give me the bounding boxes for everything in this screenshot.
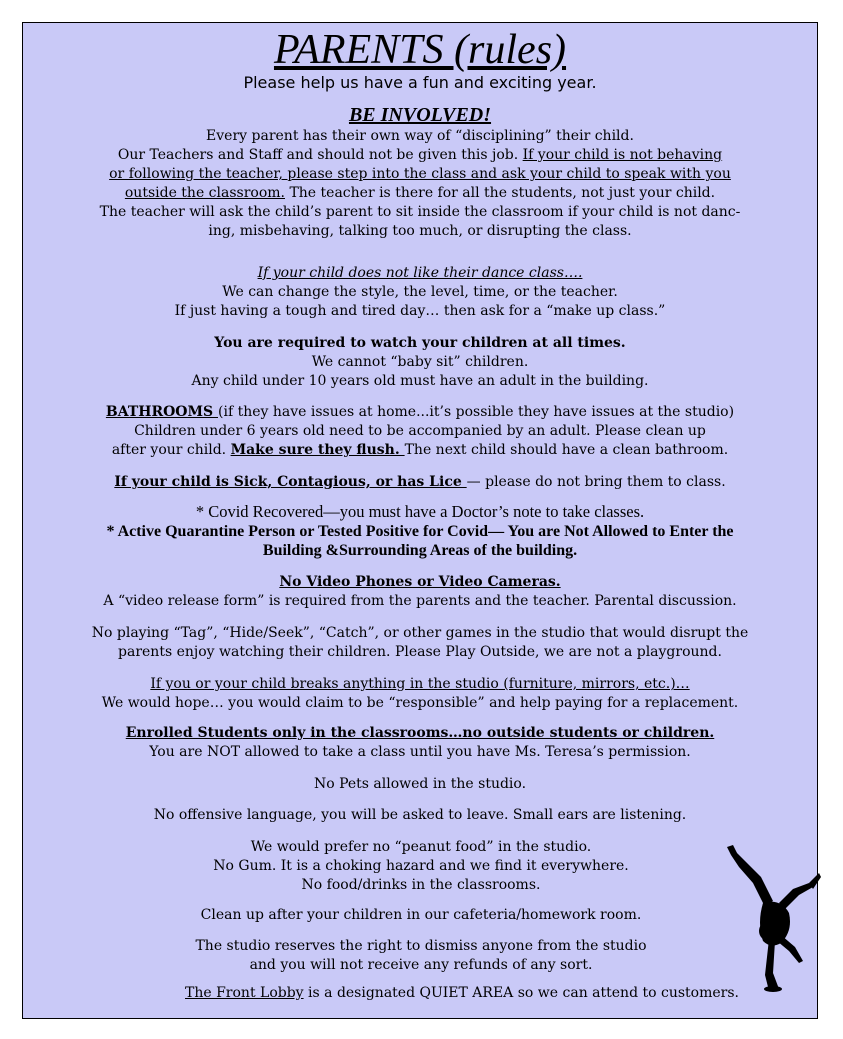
video-heading: No Video Phones or Video Cameras.: [279, 574, 561, 590]
food-line-2: No Gum. It is a choking hazard and we find it everywhere.: [213, 858, 629, 874]
page-title: PARENTS (rules): [273, 27, 567, 73]
covid-line-1: * Covid Recovered—you must have a Doctor’s note to take classes.: [195, 502, 645, 521]
dismiss-line-2: and you will not receive any refunds of any sort.: [249, 957, 593, 973]
dislike-heading: If your child does not like their dance class….: [257, 265, 583, 281]
pets-section: [25, 775, 815, 794]
dislike-section: [25, 264, 815, 321]
bathrooms-heading: [25, 403, 815, 422]
involved-line-2-underlined: If your child is not behaving: [522, 147, 723, 163]
dismiss-section: [25, 937, 657, 975]
involved-line-2: [25, 146, 815, 165]
dancer-silhouette: [723, 843, 823, 993]
breaks-line-1: We would hope… you would claim to be “responsible” and help paying for a replacement.: [101, 695, 739, 711]
language-section: [25, 806, 815, 825]
games-line-1: No playing “Tag”, “Hide/Seek”, “Catch”, or other games in the studio that would disrupt the: [91, 625, 749, 641]
sick-label: If your child is Sick, Contagious, or has Lice: [114, 474, 467, 490]
enrolled-heading: Enrolled Students only in the classrooms…no outside students or children.: [125, 725, 715, 741]
bathrooms-note: (if they have issues at home...it’s possible they have issues at the studio): [218, 404, 735, 420]
lobby-line: [25, 984, 739, 1003]
involved-line-4: [25, 184, 815, 203]
cleanup-line: Clean up after your children in our cafeteria/homework room.: [200, 907, 642, 923]
subtitle: Please help us have a fun and exciting year.: [243, 73, 597, 92]
watch-line-2: Any child under 10 years old must have an adult in the building.: [191, 373, 649, 389]
video-section: [25, 573, 815, 611]
sick-line: [25, 473, 815, 492]
games-section: [25, 624, 815, 662]
breaks-section: [25, 675, 815, 713]
enrolled-line-1: You are NOT allowed to take a class until you have Ms. Teresa’s permission.: [149, 744, 691, 760]
pets-line: No Pets allowed in the studio.: [313, 776, 527, 792]
lobby-label: The Front Lobby: [185, 985, 304, 1001]
involved-line-3: or following the teacher, please step into the class and ask your child to speak with you: [109, 166, 731, 182]
bathrooms-line-2: [25, 441, 815, 460]
language-line: No offensive language, you will be asked to leave. Small ears are listening.: [153, 807, 687, 823]
food-line-3: No food/drinks in the classrooms.: [301, 877, 541, 893]
dismiss-line-1: The studio reserves the right to dismiss anyone from the studio: [195, 938, 647, 954]
food-section: [25, 838, 657, 895]
watch-line-1: We cannot “baby sit” children.: [311, 354, 529, 370]
bathrooms-line-1: Children under 6 years old need to be accompanied by an adult. Please clean up: [134, 423, 706, 439]
involved-line-4-text: The teacher is there for all the students, not just your child.: [285, 185, 716, 201]
cleanup-section: [25, 906, 657, 925]
dislike-line-1: We can change the style, the level, time, or the teacher.: [222, 284, 618, 300]
involved-section: [25, 104, 815, 241]
rules-flyer: [22, 22, 818, 1019]
lobby-section: [25, 984, 739, 1003]
lobby-rest: is a designated QUIET AREA so we can attend to customers.: [303, 985, 739, 1001]
covid-section: [25, 502, 815, 561]
covid-line-2: * Active Quarantine Person or Tested Positive for Covid— You are Not Allowed to Enter the: [106, 522, 734, 540]
covid-line-3: Building &Surrounding Areas of the building.: [262, 542, 578, 559]
video-line-1: A “video release form” is required from the parents and the teacher. Parental discussion.: [103, 593, 737, 609]
games-line-2: parents enjoy watching their children. Please Play Outside, we are not a playground.: [118, 644, 722, 660]
bathrooms-line-2c: The next child should have a clean bathroom.: [404, 442, 729, 458]
breaks-heading: If you or your child breaks anything in the studio (furniture, mirrors, etc.)…: [150, 676, 690, 692]
bathrooms-line-2a: after your child.: [111, 442, 231, 458]
dislike-line-2: If just having a tough and tired day… then ask for a “make up class.”: [174, 303, 666, 319]
involved-line-4-underlined: outside the classroom.: [124, 185, 285, 201]
watch-heading: You are required to watch your children at all times.: [214, 335, 626, 351]
food-line-1: We would prefer no “peanut food” in the studio.: [250, 839, 592, 855]
involved-line-2-text: Our Teachers and Staff and should not be given this job.: [117, 147, 523, 163]
bathrooms-section: [25, 403, 815, 460]
enrolled-section: [25, 724, 815, 762]
involved-heading: BE INVOLVED!: [348, 104, 492, 126]
sick-section: [25, 473, 815, 492]
involved-line-1: Every parent has their own way of “disciplining” their child.: [206, 128, 634, 144]
involved-line-6: ing, misbehaving, talking too much, or disrupting the class.: [208, 223, 632, 239]
bathrooms-label: BATHROOMS: [105, 404, 218, 420]
watch-section: [25, 334, 815, 391]
sick-rest: — please do not bring them to class.: [466, 474, 726, 490]
involved-line-5: The teacher will ask the child’s parent to sit inside the classroom if your child is not danc-: [99, 204, 741, 220]
bathrooms-flush: Make sure they flush.: [230, 442, 405, 458]
